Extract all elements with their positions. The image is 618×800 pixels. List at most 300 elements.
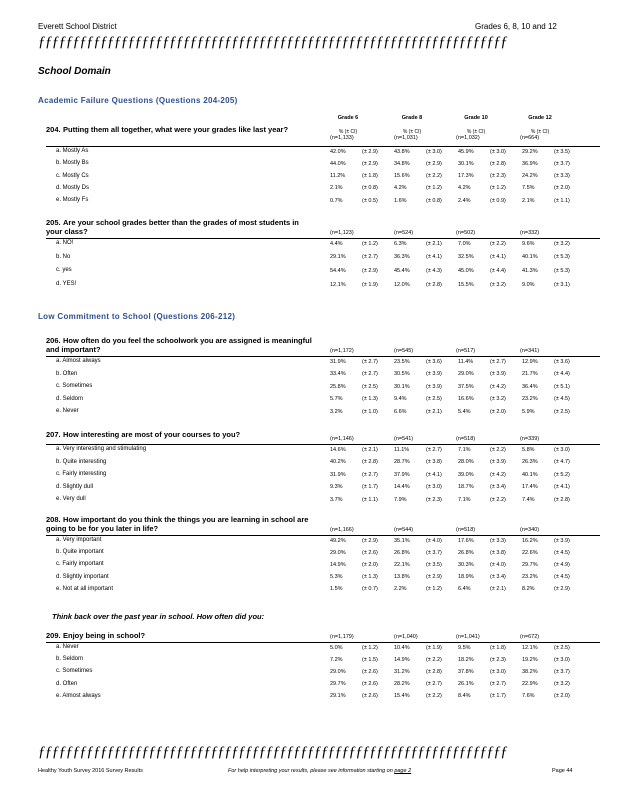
percent-value: 35.1% [394,537,410,544]
confidence-interval: (± 2.5) [362,383,378,390]
confidence-interval: (± 2.7) [362,371,378,377]
percent-value: 8.4% [458,693,471,700]
confidence-interval: (± 2.2) [426,173,442,180]
confidence-interval: (± 1.3) [362,396,378,402]
percent-value: 7.1% [458,496,471,503]
percent-value: 15.5% [458,281,474,288]
question-text [46,337,316,354]
confidence-interval: (± 2.7) [426,446,442,453]
percent-value: 29.0% [330,668,346,675]
answer-label: b. Often [56,370,78,377]
confidence-interval: (± 3.9) [554,537,570,544]
percent-value: 7.2% [330,656,343,663]
confidence-interval: (± 1.2) [362,644,378,651]
sample-size: (n=544) [394,527,414,533]
confidence-interval: (± 3.7) [554,668,570,675]
sample-size: (n=541) [394,436,414,442]
confidence-interval: (± 3.9) [490,371,506,377]
percent-value: 12.1% [522,644,538,651]
percent-value: 28.7% [394,459,410,465]
confidence-interval: (± 2.7) [362,358,378,365]
question-wording: Putting them all together, what were your grades like last year? [63,125,289,134]
grade-header-8: Grade 8 [401,115,423,121]
confidence-interval: (± 3.8) [490,549,506,556]
confidence-interval: (± 3.6) [554,358,570,365]
percent-value: 33.4% [330,371,346,377]
sample-size: (n=1,041) [456,634,480,640]
confidence-interval: (± 3.4) [490,574,506,581]
confidence-interval: (± 2.5) [426,396,442,402]
percent-value: 11.2% [330,173,346,180]
answer-label: a. Mostly As [56,148,89,154]
percent-value: 18.7% [458,484,474,490]
confidence-interval: (± 3.2) [490,396,506,402]
percent-value: 11.1% [394,446,410,453]
confidence-interval: (± 1.8) [490,644,506,651]
confidence-interval: (± 4.4) [554,371,570,377]
confidence-interval: (± 3.7) [426,549,442,556]
confidence-interval: (± 4.0) [426,537,442,544]
confidence-interval: (± 1.2) [426,586,442,593]
percent-value: 2.4% [458,197,471,204]
confidence-interval: (± 2.2) [490,446,506,453]
confidence-interval: (± 3.2) [554,240,570,247]
confidence-interval: (± 2.9) [362,267,378,274]
confidence-interval: (± 3.5) [426,561,442,568]
percent-value: 23.5% [394,358,410,365]
percent-value: 14.9% [330,561,346,568]
sample-size: (n=1,179) [330,634,354,640]
sample-size: (n=340) [520,527,540,533]
percent-value: 6.4% [458,586,471,593]
sample-size: (n=517) [456,348,476,354]
question-wording: How often do you feel the schoolwork you are assigned is meaningful and important? [46,336,312,354]
confidence-interval: (± 2.7) [426,681,442,688]
percent-value: 4.2% [458,185,471,192]
confidence-interval: (± 3.2) [554,681,570,688]
confidence-interval: (± 5.1) [554,383,570,390]
percent-value: 34.8% [394,160,410,167]
percent-value: 32.5% [458,254,474,261]
percent-value: 26.3% [522,459,538,465]
confidence-interval: (± 5.3) [554,267,570,274]
question-divider [46,356,600,357]
percent-value: 9.4% [394,396,407,402]
answer-label: c. Sometimes [56,383,93,389]
question-number: 204. [46,125,61,134]
confidence-interval: (± 3.0) [426,484,442,490]
confidence-interval: (± 3.9) [426,383,442,390]
percent-value: 28.2% [394,681,410,688]
section-academic-failure: Academic Failure Questions (Questions 204-205) [38,96,238,105]
percent-value: 43.8% [394,148,410,155]
answer-label: a. Very interesting and stimulating [56,446,147,452]
confidence-interval: (± 2.6) [362,693,378,700]
percent-value: 17.3% [458,173,474,180]
question-divider [46,642,600,643]
answer-label: c. Sometimes [56,668,93,675]
sample-size: (n=518) [456,527,476,533]
question-text [46,632,316,641]
confidence-interval: (± 4.1) [426,471,442,478]
confidence-interval: (± 2.3) [490,173,506,180]
answer-label: b. Seldom [56,656,84,663]
answer-label: e. Not at all important [56,585,114,592]
answer-label: a. Almost always [56,358,101,364]
percent-value: 22.6% [522,549,538,556]
percent-value: 5.0% [330,644,343,651]
percent-value: 31.9% [330,471,346,478]
percent-value: 13.8% [394,574,410,581]
confidence-interval: (± 2.3) [490,656,506,663]
confidence-interval: (± 3.9) [490,459,506,465]
confidence-interval: (± 3.4) [490,484,506,490]
confidence-interval: (± 3.9) [426,371,442,377]
confidence-interval: (± 2.9) [362,148,378,155]
percent-value: 9.5% [458,644,471,651]
confidence-interval: (± 2.0) [554,185,570,192]
percent-value: 9.6% [522,240,535,247]
percent-value: 36.3% [394,254,410,261]
confidence-interval: (± 3.5) [554,148,570,155]
section-low-commitment: Low Commitment to School (Questions 206-212) [38,312,236,321]
answer-label: e. Almost always [56,692,101,699]
percent-value: 39.0% [458,471,474,478]
confidence-interval: (± 2.9) [362,537,378,544]
confidence-interval: (± 4.3) [426,267,442,274]
percent-value: 8.2% [522,586,535,593]
confidence-interval: (± 4.4) [490,267,506,274]
percent-value: 18.9% [458,574,474,581]
sample-size: (n=339) [520,436,540,442]
percent-value: 11.4% [458,358,474,365]
confidence-interval: (± 2.1) [426,240,442,247]
percent-value: 40.1% [522,254,538,261]
percent-value: 29.1% [330,693,346,700]
percent-value: 38.2% [522,668,538,675]
pct-ci-label: % (± CI) [466,129,486,135]
pct-ci-label: % (± CI) [402,129,422,135]
question-divider [46,535,600,536]
confidence-interval: (± 1.7) [490,693,506,700]
percent-value: 12.0% [394,281,410,288]
confidence-interval: (± 3.1) [554,281,570,288]
answer-label: b. Quite interesting [56,458,107,465]
confidence-interval: (± 1.9) [426,644,442,651]
confidence-interval: (± 2.5) [554,644,570,651]
confidence-interval: (± 2.0) [490,408,506,415]
percent-value: 3.2% [330,408,343,415]
confidence-interval: (± 0.5) [362,197,378,204]
sample-size: (n=1,172) [330,348,354,354]
confidence-interval: (± 4.2) [490,471,506,478]
footer-survey-title: Healthy Youth Survey 2016 Survey Results [38,768,143,774]
answer-label: d. Slightly important [56,573,109,580]
percent-value: 7.4% [522,496,535,503]
percent-value: 30.1% [394,383,410,390]
percent-value: 24.2% [522,173,538,180]
footer-help-text [228,768,411,774]
percent-value: 19.2% [522,656,538,663]
percent-value: 18.2% [458,656,474,663]
answer-label: d. Mostly Ds [56,184,90,191]
footer-help-label: For help interpreting your results, please see information starting on [228,768,393,774]
percent-value: 40.2% [330,459,346,465]
confidence-interval: (± 4.7) [554,459,570,465]
answer-label: a. NO! [56,240,74,246]
confidence-interval: (± 2.0) [554,693,570,700]
confidence-interval: (± 1.8) [362,173,378,180]
answer-label: b. Quite important [56,549,104,556]
percent-value: 15.4% [394,693,410,700]
percent-value: 2.1% [330,185,343,192]
confidence-interval: (± 1.3) [362,574,378,581]
confidence-interval: (± 2.1) [362,446,378,453]
percent-value: 37.5% [458,383,474,390]
percent-value: 16.6% [458,396,474,402]
grade-header-12: Grade 12 [528,115,552,121]
percent-value: 16.2% [522,537,538,544]
percent-value: 7.1% [458,446,471,453]
answer-label: c. Fairly important [56,561,104,568]
question-number: 209. [46,631,61,640]
confidence-interval: (± 1.1) [362,496,378,503]
confidence-interval: (± 3.0) [554,656,570,663]
confidence-interval: (± 4.0) [490,561,506,568]
footer-page-link[interactable]: page 2 [394,768,412,774]
question-wording: How interesting are most of your courses to you? [63,430,241,439]
confidence-interval: (± 2.7) [362,471,378,478]
think-back-prompt: Think back over the past year in school. How often did you: [52,612,265,621]
percent-value: 31.2% [394,668,410,675]
confidence-interval: (± 1.2) [426,185,442,192]
confidence-interval: (± 4.1) [426,254,442,261]
percent-value: 28.0% [458,459,474,465]
confidence-interval: (± 2.2) [426,693,442,700]
confidence-interval: (± 2.8) [554,496,570,503]
confidence-interval: (± 3.0) [554,446,570,453]
percent-value: 2.1% [522,197,535,204]
footer-rule: ƒƒƒƒƒƒƒƒƒƒƒƒƒƒƒƒƒƒƒƒƒƒƒƒƒƒƒƒƒƒƒƒƒƒƒƒƒƒƒƒƒƒƒƒƒƒƒƒƒƒƒƒƒƒƒƒƒƒƒƒƒƒƒƒƒƒƒƒ [38,744,508,760]
confidence-interval: (± 4.1) [490,254,506,261]
confidence-interval: (± 2.1) [490,586,506,593]
question-number: 207. [46,430,61,439]
confidence-interval: (± 0.9) [490,197,506,204]
percent-value: 9.0% [522,281,535,288]
percent-value: 26.1% [458,681,474,688]
percent-value: 37.9% [394,471,410,478]
percent-value: 10.4% [394,644,410,651]
confidence-interval: (± 2.6) [362,681,378,688]
percent-value: 31.9% [330,358,346,365]
percent-value: 6.3% [394,240,407,247]
percent-value: 29.2% [522,148,538,155]
answer-label: d. YES! [56,281,77,288]
percent-value: 45.4% [394,267,410,274]
confidence-interval: (± 2.9) [426,160,442,167]
percent-value: 29.1% [330,254,346,261]
answer-label: e. Never [56,408,79,414]
percent-value: 29.7% [330,681,346,688]
percent-value: 45.9% [458,148,474,155]
answer-label: e. Mostly Fs [56,197,89,204]
percent-value: 9.3% [330,484,343,490]
confidence-interval: (± 4.5) [554,574,570,581]
percent-value: 23.2% [522,396,538,402]
percent-value: 7.9% [394,496,407,503]
question-divider [46,238,600,239]
percent-value: 5.9% [522,408,535,415]
confidence-interval: (± 2.7) [362,254,378,261]
percent-value: 5.8% [522,446,535,453]
confidence-interval: (± 2.9) [426,574,442,581]
domain-title: School Domain [38,66,111,77]
sample-size: (n=502) [456,230,476,236]
confidence-interval: (± 2.9) [362,160,378,167]
grades-label: Grades 6, 8, 10 and 12 [475,22,557,31]
answer-label: b. Mostly Bs [56,160,89,167]
percent-value: 7.5% [522,185,535,192]
percent-value: 37.8% [458,668,474,675]
confidence-interval: (± 2.7) [490,358,506,365]
confidence-interval: (± 3.7) [554,160,570,167]
grade-header-10: Grade 10 [464,115,488,121]
district-name: Everett School District [38,22,117,31]
percent-value: 29.0% [458,371,474,377]
percent-value: 5.4% [458,408,471,415]
percent-value: 41.3% [522,267,538,274]
question-text [46,431,316,440]
confidence-interval: (± 1.7) [362,484,378,490]
sample-size: (n=1,031) [394,135,418,141]
answer-label: d. Often [56,680,78,687]
sample-size: (n=672) [520,634,540,640]
confidence-interval: (± 4.1) [554,484,570,490]
percent-value: 4.4% [330,240,343,247]
percent-value: 45.0% [458,267,474,274]
percent-value: 1.6% [394,197,407,204]
percent-value: 29.0% [330,549,346,556]
answer-label: b. No [56,253,71,260]
percent-value: 26.8% [394,549,410,556]
confidence-interval: (± 2.8) [362,459,378,465]
answer-label: c. yes [56,267,72,274]
sample-size: (n=1,166) [330,527,354,533]
confidence-interval: (± 4.5) [554,396,570,402]
sample-size: (n=1,133) [330,135,354,141]
confidence-interval: (± 1.1) [554,197,570,204]
percent-value: 25.8% [330,383,346,390]
question-wording: How important do you think the things you are learning in school are going to be for you later in life? [46,515,309,533]
question-text [46,516,316,533]
confidence-interval: (± 2.6) [362,549,378,556]
pct-ci-label: % (± CI) [530,129,550,135]
percent-value: 30.3% [458,561,474,568]
percent-value: 49.2% [330,537,346,544]
percent-value: 0.7% [330,197,343,204]
confidence-interval: (± 3.3) [490,537,506,544]
answer-label: c. Fairly interesting [56,471,107,477]
confidence-interval: (± 1.2) [362,240,378,247]
percent-value: 12.9% [522,358,538,365]
percent-value: 6.6% [394,408,407,415]
percent-value: 42.0% [330,148,346,155]
sample-size: (n=518) [456,436,476,442]
sample-size: (n=1,146) [330,436,354,442]
confidence-interval: (± 0.7) [362,586,378,593]
percent-value: 14.6% [330,446,346,453]
percent-value: 36.4% [522,383,538,390]
question-number: 208. [46,515,61,524]
confidence-interval: (± 5.2) [554,471,570,478]
confidence-interval: (± 3.0) [426,148,442,155]
answer-label: a. Very important [56,537,102,543]
confidence-interval: (± 2.7) [490,681,506,688]
confidence-interval: (± 0.8) [426,197,442,204]
confidence-interval: (± 2.2) [426,656,442,663]
question-number: 206. [46,336,61,345]
question-divider [46,146,600,147]
sample-size: (n=332) [520,230,540,236]
sample-size: (n=1,032) [456,135,480,141]
sample-size: (n=524) [394,230,414,236]
percent-value: 4.2% [394,185,407,192]
sample-size: (n=664) [520,135,540,141]
confidence-interval: (± 0.8) [362,185,378,192]
confidence-interval: (± 3.0) [490,668,506,675]
answer-label: d. Slightly dull [56,483,94,490]
answer-label: e. Very dull [56,496,86,502]
percent-value: 30.1% [458,160,474,167]
confidence-interval: (± 2.9) [554,586,570,593]
confidence-interval: (± 4.5) [554,549,570,556]
confidence-interval: (± 3.2) [490,281,506,288]
sample-size: (n=1,123) [330,230,354,236]
confidence-interval: (± 3.8) [426,459,442,465]
percent-value: 2.2% [394,586,407,593]
confidence-interval: (± 3.6) [426,358,442,365]
percent-value: 21.7% [522,371,538,377]
percent-value: 15.6% [394,173,410,180]
confidence-interval: (± 1.5) [362,656,378,663]
sample-size: (n=545) [394,348,414,354]
answer-label: a. Never [56,644,79,650]
question-204 [46,126,606,135]
question-wording: Are your school grades better than the grades of most students in your class? [46,218,299,236]
percent-value: 22.1% [394,561,410,568]
percent-value: 40.1% [522,471,538,478]
percent-value: 26.8% [458,549,474,556]
confidence-interval: (± 2.8) [490,160,506,167]
percent-value: 7.0% [458,240,471,247]
confidence-interval: (± 4.2) [490,383,506,390]
confidence-interval: (± 5.3) [554,254,570,261]
confidence-interval: (± 2.8) [426,281,442,288]
percent-value: 7.6% [522,693,535,700]
percent-value: 17.4% [522,484,538,490]
question-text [46,126,316,135]
percent-value: 29.7% [522,561,538,568]
percent-value: 36.9% [522,160,538,167]
pct-ci-label: % (± CI) [338,129,358,135]
percent-value: 30.5% [394,371,410,377]
percent-value: 14.9% [394,656,410,663]
confidence-interval: (± 2.1) [426,408,442,415]
answer-label: c. Mostly Cs [56,172,89,179]
sample-size: (n=341) [520,348,540,354]
answer-label: d. Seldom [56,395,84,402]
confidence-interval: (± 4.9) [554,561,570,568]
